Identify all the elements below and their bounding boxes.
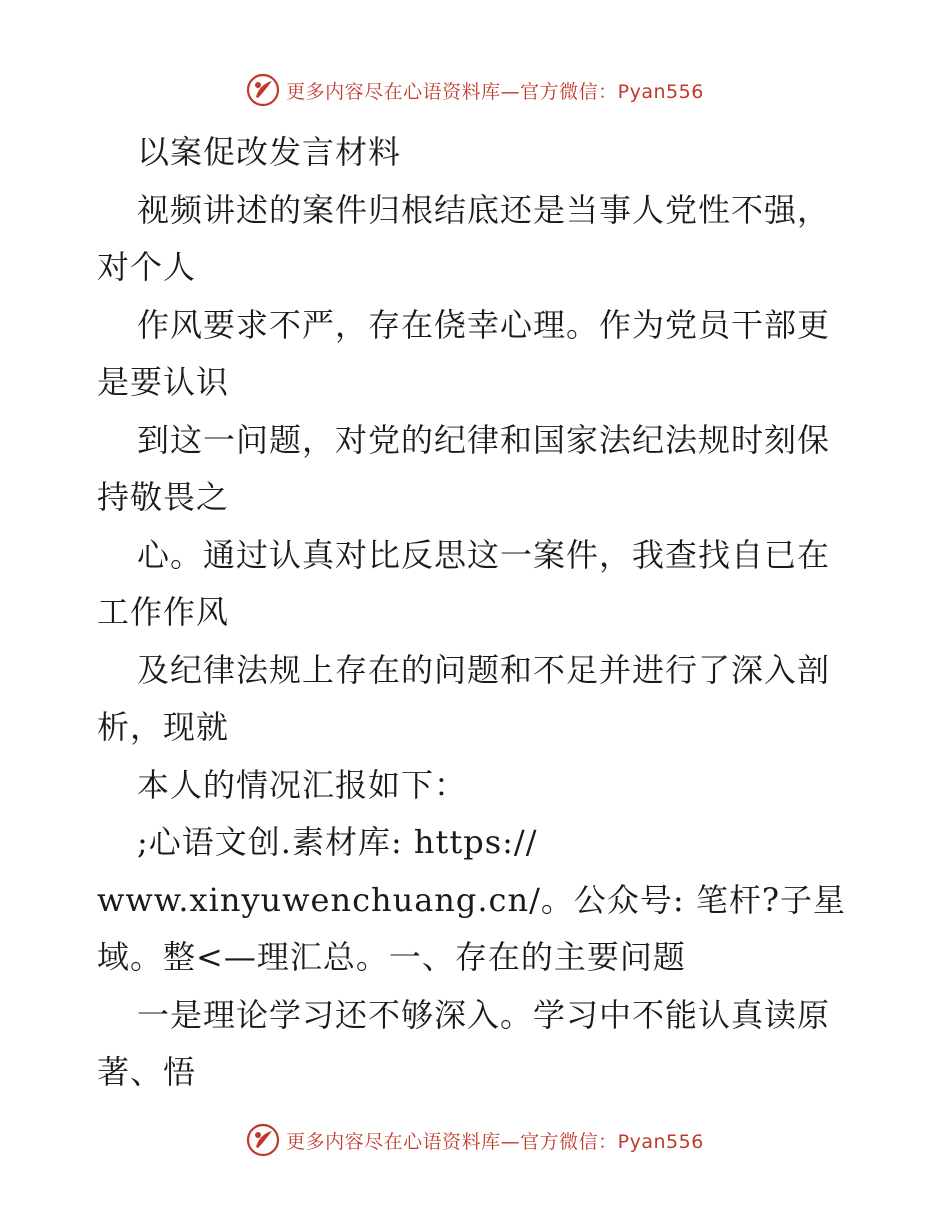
paragraph-line: 到这一问题，对党的纪律和国家法纪法规时刻保 xyxy=(137,420,831,459)
paragraph-line: 对个人 xyxy=(97,248,197,286)
paragraph-line: 工作作风 xyxy=(97,593,230,631)
paragraph-line: 视频讲述的案件归根结底还是当事人党性不强， xyxy=(137,190,831,229)
paragraph-line: 著、悟 xyxy=(97,1053,197,1091)
brand-logo-icon xyxy=(246,1123,280,1157)
banner-separator: — xyxy=(500,1130,521,1153)
paragraph-line: 域。整<—理汇总。一、存在的主要问题 xyxy=(97,938,686,976)
paragraph-line: ;心语文创.素材库: https:// xyxy=(137,823,538,861)
banner-separator: — xyxy=(500,80,521,103)
paragraph-line: 本人的情况汇报如下： xyxy=(137,765,468,804)
paragraph-line: 心。通过认真对比反思这一案件，我查找自已在 xyxy=(137,535,831,574)
header-watermark-banner xyxy=(0,70,950,110)
banner-wechat-text: 官方微信：Pyan556 xyxy=(520,80,704,103)
paragraph-line: 是要认识 xyxy=(97,363,230,401)
banner-text xyxy=(286,77,704,104)
brand-logo-icon xyxy=(246,73,280,107)
paragraph-line: 持敬畏之 xyxy=(97,478,230,516)
paragraph-line: 作风要求不严，存在侥幸心理。作为党员干部更 xyxy=(137,305,831,344)
document-body xyxy=(97,124,857,1102)
banner-wechat-text: 官方微信：Pyan556 xyxy=(520,1130,704,1153)
document-title: 以案促改发言材料 xyxy=(137,133,402,171)
footer-watermark-banner xyxy=(0,1120,950,1160)
paragraph-line: 一是理论学习还不够深入。学习中不能认真读原 xyxy=(137,995,831,1034)
banner-main-text: 更多内容尽在心语资料库 xyxy=(286,1130,501,1153)
banner-main-text: 更多内容尽在心语资料库 xyxy=(286,80,501,103)
paragraph-line: www.xinyuwenchuang.cn/。公众号: 笔杆?子星 xyxy=(97,880,846,919)
paragraph-line: 析，现就 xyxy=(97,708,230,746)
paragraph-line: 及纪律法规上存在的问题和不足并进行了深入剖 xyxy=(137,650,831,689)
banner-text xyxy=(286,1127,704,1154)
